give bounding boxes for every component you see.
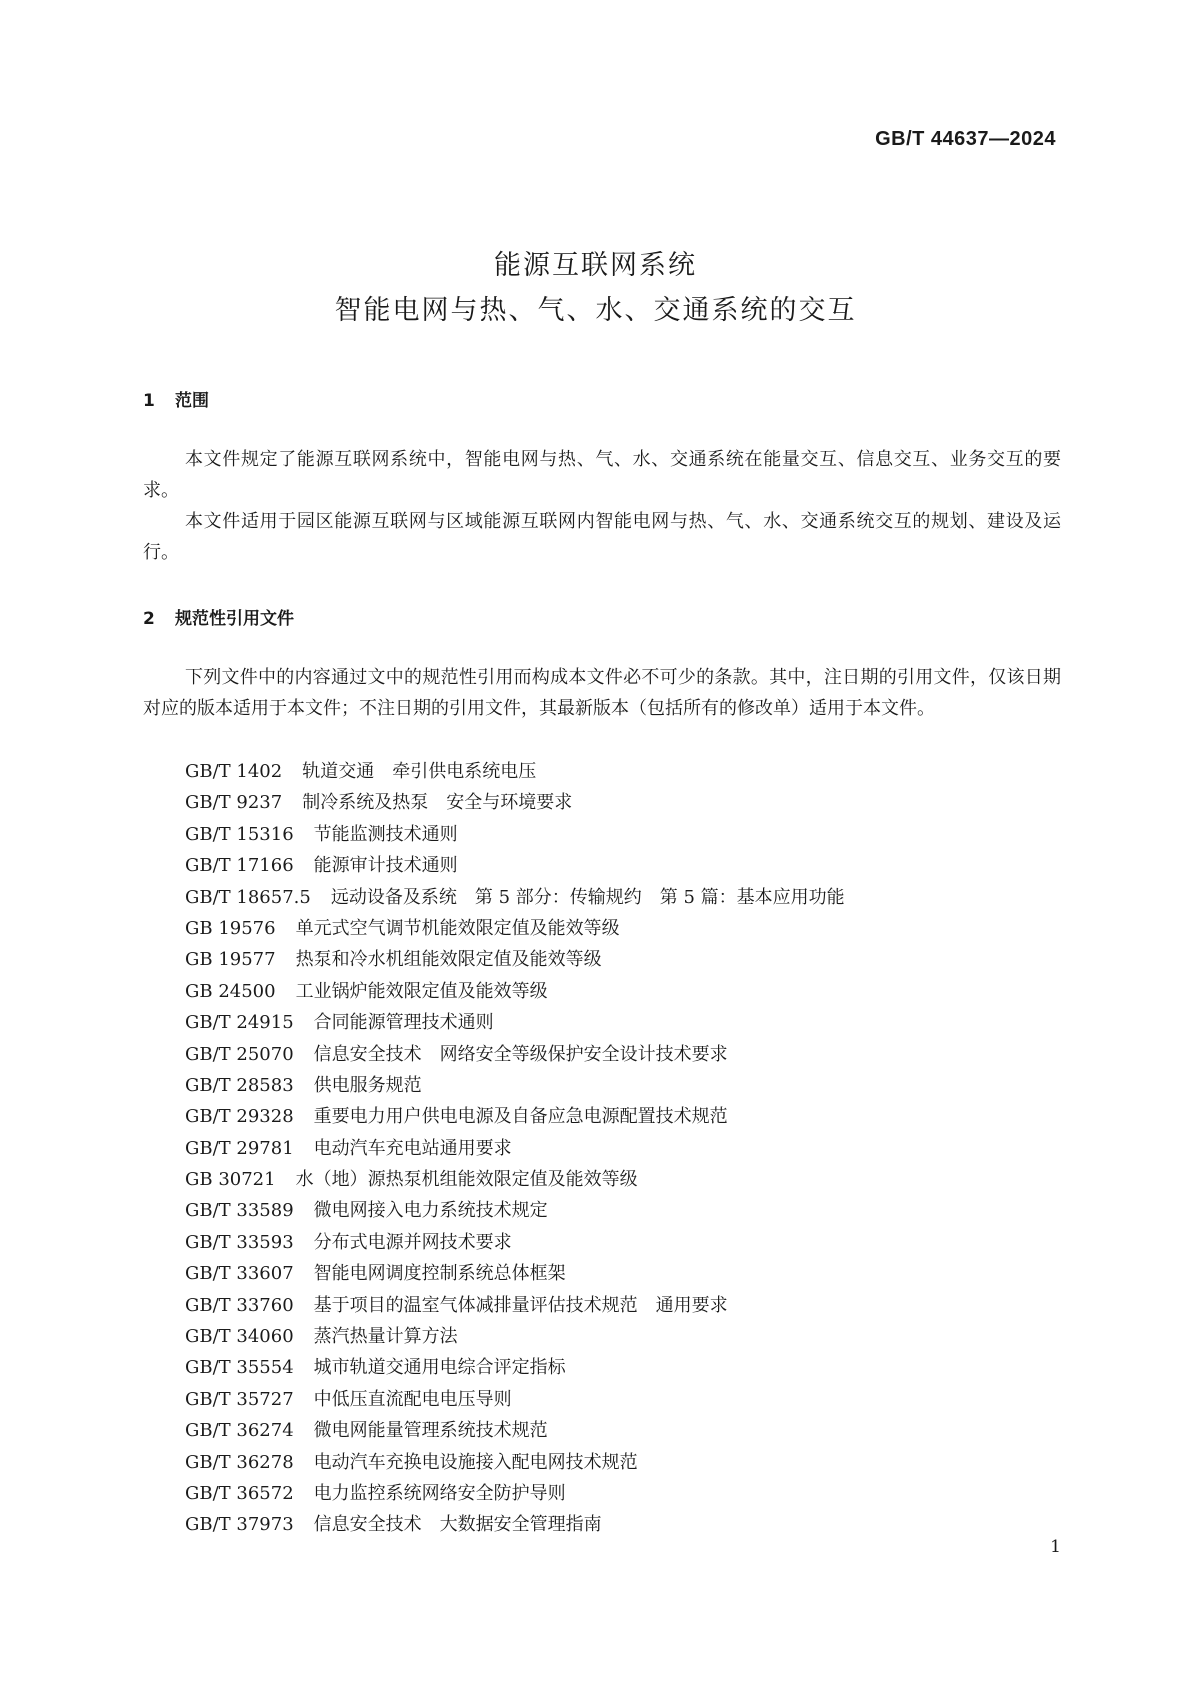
- reference-title: 热泵和冷水机组能效限定值及能效等级: [295, 949, 602, 971]
- reference-title: 信息安全技术 网络安全等级保护安全设计技术要求: [313, 1043, 728, 1065]
- scope-paragraph-1: 本文件规定了能源互联网系统中，智能电网与热、气、水、交通系统在能量交互、信息交互、业务交互的要求。: [143, 449, 1061, 501]
- reference-title: 城市轨道交通用电综合评定指标: [313, 1357, 566, 1379]
- document-title-line1: 能源互联网系统: [494, 250, 697, 281]
- reference-code: GB/T 24915: [185, 1012, 294, 1034]
- reference-title: 轨道交通 牵引供电系统电压: [302, 761, 537, 782]
- reference-item: [185, 1195, 845, 1226]
- reference-item: [185, 1227, 845, 1258]
- reference-title: 分布式电源并网技术要求: [313, 1231, 512, 1253]
- reference-code: GB 30721: [185, 1169, 276, 1191]
- reference-title: 信息安全技术 大数据安全管理指南: [313, 1514, 602, 1536]
- reference-title: 电力监控系统网络安全防护导则: [313, 1482, 566, 1504]
- reference-item: [185, 1321, 845, 1352]
- section-title: 规范性引用文件: [175, 609, 294, 629]
- reference-list: [185, 756, 845, 1541]
- reference-item: [185, 1447, 845, 1478]
- reference-code: GB/T 36274: [185, 1420, 294, 1442]
- reference-item: [185, 1384, 845, 1415]
- reference-code: GB/T 29781: [185, 1137, 294, 1159]
- reference-code: GB 19576: [185, 917, 276, 939]
- reference-item: [185, 1509, 845, 1540]
- reference-title: 合同能源管理技术通则: [313, 1012, 494, 1034]
- reference-code: GB/T 9237: [185, 792, 283, 814]
- reference-item: [185, 1133, 845, 1164]
- reference-title: 微电网能量管理系统技术规范: [313, 1420, 548, 1442]
- reference-code: GB/T 15316: [185, 823, 294, 845]
- section-heading-scope: [143, 386, 209, 411]
- document-title-line2: 智能电网与热、气、水、交通系统的交互: [334, 295, 857, 326]
- reference-item: [185, 976, 845, 1007]
- reference-item: [185, 1101, 845, 1132]
- reference-item: [185, 1007, 845, 1038]
- reference-item: [185, 1478, 845, 1509]
- reference-code: GB/T 33593: [185, 1231, 294, 1253]
- reference-item: [185, 850, 845, 881]
- reference-title: 中低压直流配电电压导则: [313, 1388, 512, 1410]
- reference-title: 节能监测技术通则: [313, 823, 458, 845]
- reference-item: [185, 1258, 845, 1289]
- reference-item: [185, 1415, 845, 1446]
- page-number: 1: [1050, 1537, 1061, 1557]
- reference-title: 工业锅炉能效限定值及能效等级: [295, 980, 548, 1002]
- normative-references-intro: 下列文件中的内容通过文中的规范性引用而构成本文件必不可少的条款。其中，注日期的引用文件，仅该日期对应的版本适用于本文件；不注日期的引用文件，其最新版本（包括所有的修改单）适用于本文件。: [143, 667, 1061, 719]
- reference-item: [185, 787, 845, 818]
- reference-item: [185, 819, 845, 850]
- reference-title: 重要电力用户供电电源及自备应急电源配置技术规范: [313, 1106, 728, 1128]
- reference-title: 电动汽车充换电设施接入配电网技术规范: [313, 1451, 638, 1473]
- reference-code: GB/T 25070: [185, 1043, 294, 1065]
- reference-code: GB/T 33760: [185, 1294, 294, 1316]
- section-number: 2: [143, 609, 155, 629]
- reference-code: GB/T 36278: [185, 1451, 294, 1473]
- reference-title: 智能电网调度控制系统总体框架: [313, 1263, 566, 1285]
- section-heading-normative-references: [143, 604, 294, 629]
- reference-item: [185, 882, 845, 913]
- reference-code: GB/T 37973: [185, 1514, 294, 1536]
- reference-title: 基于项目的温室气体减排量评估技术规范 通用要求: [313, 1294, 728, 1316]
- reference-code: GB 24500: [185, 980, 276, 1002]
- reference-code: GB/T 18657.5: [185, 886, 311, 908]
- scope-paragraph-2: 本文件适用于园区能源互联网与区域能源互联网内智能电网与热、气、水、交通系统交互的规划、建设及运行。: [143, 511, 1061, 563]
- reference-title: 能源审计技术通则: [313, 855, 458, 877]
- reference-code: GB/T 33607: [185, 1263, 294, 1285]
- reference-item: [185, 1352, 845, 1383]
- section-number: 1: [143, 391, 155, 411]
- reference-title: 电动汽车充电站通用要求: [313, 1137, 512, 1159]
- reference-code: GB/T 36572: [185, 1482, 294, 1504]
- reference-title: 远动设备及系统 第 5 部分：传输规约 第 5 篇：基本应用功能: [330, 886, 845, 908]
- reference-title: 单元式空气调节机能效限定值及能效等级: [295, 917, 620, 939]
- reference-code: GB 19577: [185, 949, 276, 971]
- reference-item: [185, 1290, 845, 1321]
- reference-title: 蒸汽热量计算方法: [313, 1326, 458, 1348]
- reference-item: [185, 913, 845, 944]
- reference-title: 水（地）源热泵机组能效限定值及能效等级: [295, 1169, 638, 1191]
- reference-item: [185, 1039, 845, 1070]
- reference-code: GB/T 33589: [185, 1200, 294, 1222]
- reference-item: [185, 756, 845, 787]
- reference-title: 供电服务规范: [313, 1074, 422, 1096]
- reference-code: GB/T 17166: [185, 855, 294, 877]
- reference-code: GB/T 29328: [185, 1106, 294, 1128]
- section-title: 范围: [175, 391, 209, 411]
- reference-code: GB/T 35727: [185, 1388, 294, 1410]
- reference-title: 制冷系统及热泵 安全与环境要求: [302, 792, 573, 814]
- reference-title: 微电网接入电力系统技术规定: [313, 1200, 548, 1222]
- reference-code: GB/T 1402: [185, 761, 283, 782]
- reference-item: [185, 944, 845, 975]
- standard-code: GB/T 44637—2024: [875, 128, 1056, 150]
- reference-code: GB/T 34060: [185, 1326, 294, 1348]
- reference-item: [185, 1164, 845, 1195]
- reference-code: GB/T 35554: [185, 1357, 294, 1379]
- reference-item: [185, 1070, 845, 1101]
- reference-code: GB/T 28583: [185, 1074, 294, 1096]
